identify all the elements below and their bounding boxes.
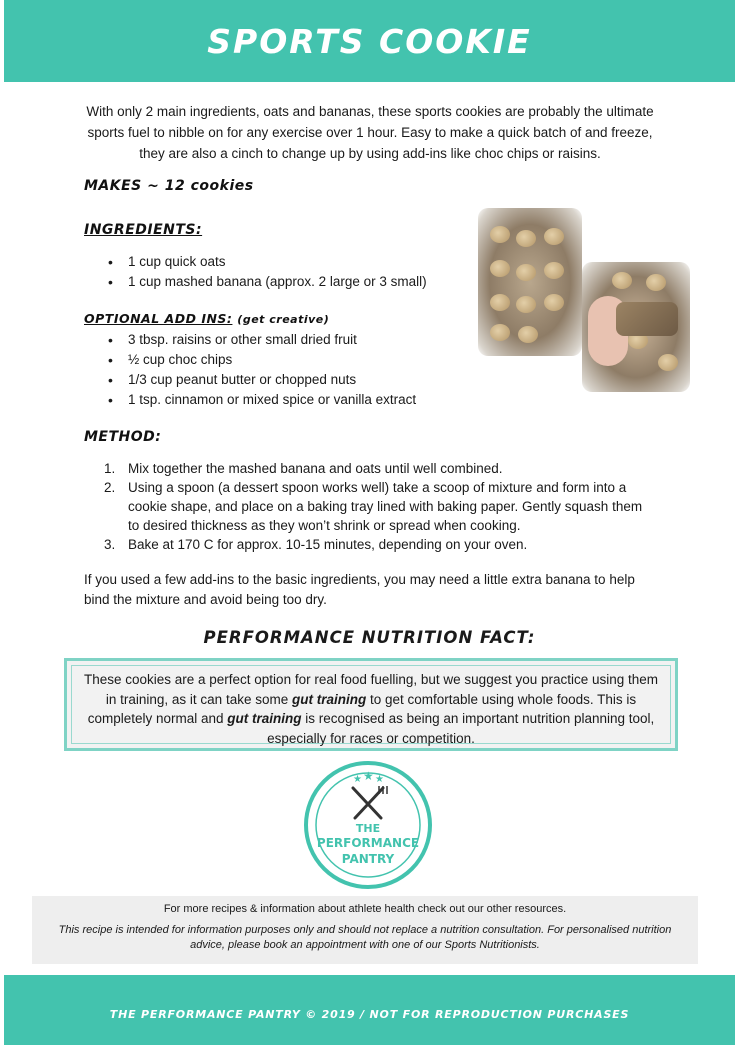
bold-term: gut training — [227, 711, 302, 726]
after-note: If you used a few add-ins to the basic ingredients, you may need a little extra banana to help bind the mixture and avoid being too dry. — [84, 572, 635, 607]
list-item: • 3 tbsp. raisins or other small dried fruit — [108, 330, 416, 350]
ingredients-heading: INGREDIENTS: — [84, 222, 203, 238]
page-title: SPORTS COOKIE — [207, 21, 532, 61]
list-item: • 1 cup quick oats — [108, 252, 427, 272]
logo-text-pantry: PANTRY — [341, 852, 395, 866]
footer-note — [32, 896, 698, 964]
method-heading: METHOD: — [84, 429, 162, 445]
svg-text:★: ★ — [375, 774, 384, 785]
cookie-bar-image — [616, 302, 678, 336]
addins-list — [108, 330, 416, 410]
logo-text-performance: PERFORMANCE — [316, 836, 420, 850]
fact-text: These cookies are a perfect option for real food fuelling, but we suggest you practice using them in training, as it can take some gut training to get comfortable using whole foods. This is completely normal and gut training is recognised as being an important nutrition planning tool, especially for races or competition. — [71, 665, 671, 744]
method-step: 3. Bake at 170 C for approx. 10-15 minutes, depending on your oven. — [104, 537, 528, 552]
fact-heading: PERFORMANCE NUTRITION FACT: — [203, 628, 536, 647]
method-step: 2. Using a spoon (a dessert spoon works well) take a scoop of mixture and form into a cookie shape, and place on a baking tray lined with baking paper. Gently squash them to desired thickness as they won’t shrink or spread when cooking. — [104, 480, 643, 533]
footer-banner — [4, 975, 735, 1045]
ingredients-list — [108, 252, 427, 292]
svg-text:★: ★ — [353, 774, 362, 785]
list-item: • 1 cup mashed banana (approx. 2 large or 3 small) — [108, 272, 427, 292]
cookie-tray-photo — [478, 208, 582, 356]
addins-heading — [84, 311, 329, 326]
addins-heading-label: OPTIONAL ADD INS: — [84, 311, 233, 326]
header-banner — [4, 0, 735, 82]
list-item: • 1 tsp. cinnamon or mixed spice or vanilla extract — [108, 390, 416, 410]
method-list — [100, 459, 648, 554]
intro-text: With only 2 main ingredients, oats and bananas, these sports cookies are probably the ultimate sports fuel to nibble on for any exercise over 1 hour. Easy to make a quick batch of and freeze, they are also a cinch to change up by using add-ins like choc chips or raisins. — [86, 104, 654, 161]
fact-box — [64, 658, 678, 751]
copyright-text: THE PERFORMANCE PANTRY © 2019 / NOT FOR REPRODUCTION PURCHASES — [109, 1007, 630, 1021]
footer-disclaimer-text: This recipe is intended for information purposes only and should not replace a nutrition consultation. For personalised nutrition advice, please book an appointment with one of our Sports Nutritionists. — [58, 924, 672, 951]
makes-heading: MAKES ~ 12 cookies — [84, 178, 254, 194]
svg-text:★: ★ — [363, 769, 374, 783]
addins-subheading: (get creative) — [237, 313, 330, 326]
method-step: 1. Mix together the mashed banana and oats until well combined. — [104, 461, 503, 476]
bold-term: gut training — [291, 691, 367, 707]
list-item: • 1/3 cup peanut butter or chopped nuts — [108, 370, 416, 390]
footer-resources-text: For more recipes & information about athlete health check out our other resources. — [163, 903, 567, 915]
performance-pantry-logo — [303, 760, 433, 890]
list-item: • ½ cup choc chips — [108, 350, 416, 370]
logo-text-the: THE — [355, 822, 381, 835]
